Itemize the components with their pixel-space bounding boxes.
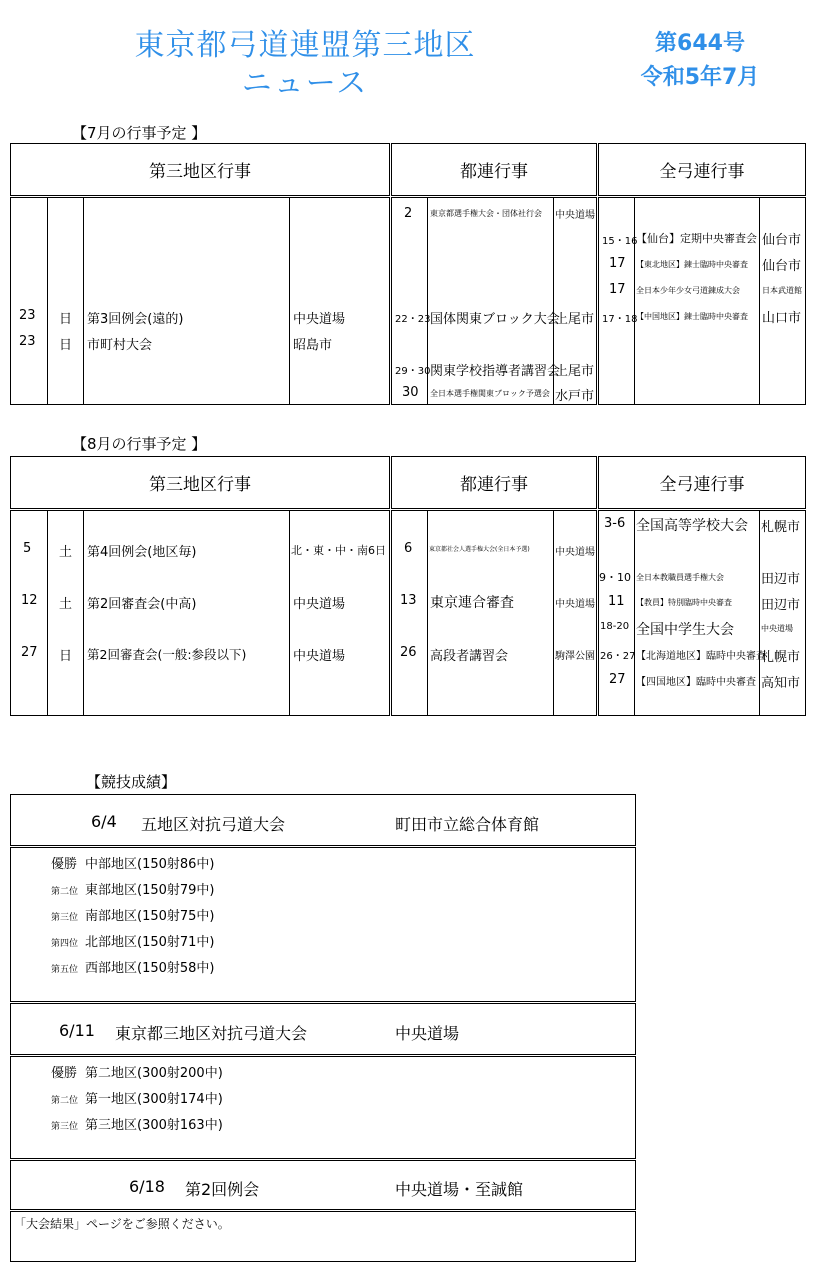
list-item: 第三位 南部地区(150射75中) [51,909,215,924]
result-event-header: 6/18 第2回例会 中央道場・至誠館 [10,1160,636,1210]
july-schedule-table [10,143,806,405]
results-heading: 【競技成績】 [86,773,177,791]
july-district-body: 23 日 第3回例会(遠的) 中央道場 23 日 市町村大会 昭島市 [10,197,390,405]
list-item: 第三位 第三地区(300射163中) [51,1118,223,1133]
results-table [10,794,636,1262]
list-item: 優勝 第二地区(300射200中) [51,1066,223,1081]
august-heading: 【8月の行事予定 】 [72,435,207,453]
august-district-header: 第三地区行事 [10,456,390,509]
july-district-header: 第三地区行事 [10,143,390,196]
result-event-header: 6/11 東京都三地区対抗弓道大会 中央道場 [10,1003,636,1055]
issue-date: 令和5年7月 [640,65,760,90]
list-item: 第二位 東部地区(150射79中) [51,883,215,898]
result-event-body [10,847,636,1002]
results-note: 「大会結果」ページをご参照ください。 [14,1217,230,1231]
list-item: 優勝 中部地区(150射86中) [51,857,215,872]
august-zenkyu-header: 全弓連行事 [598,456,806,509]
august-schedule-table [10,456,806,718]
july-toren-body: 2 東京都選手権大会・団体社行会 中央道場 22・23 国体関東ブロック大会 上尾市 29・30 関東学校指導者講習会 上尾市 30 全日本選手権関東ブロック予選会 水戸市 [391,197,597,405]
result-event-header: 6/4 五地区対抗弓道大会 町田市立総合体育館 [10,794,636,846]
july-toren-header: 都連行事 [391,143,597,196]
july-zenkyu-body: 15・16 【仙台】定期中央審査会 仙台市 17 【東北地区】錬士臨時中央審査 仙台市 17 全日本少年少女弓道錬成大会 日本武道館 17・18 【中国地区】錬士臨時中央審査 山口市 [598,197,806,405]
july-heading: 【7月の行事予定 】 [72,124,207,142]
list-item: 第四位 北部地区(150射71中) [51,935,215,950]
issue-number: 第644号 [655,31,745,56]
list-item: 第二位 第一地区(300射174中) [51,1092,223,1107]
result-event-body [10,1211,636,1262]
august-zenkyu-body: 3-6 全国高等学校大会 札幌市 9・10 全日本教職員選手権大会 田辺市 11 【教員】特別臨時中央審査 田辺市 18-20 全国中学生大会 中央道場 26・27 【北海道地区】臨時中央審査 札幌市 27 【四国地区】臨時中央審査 高知市 [598,510,806,716]
newsletter-subtitle: ニュース [241,66,369,101]
august-toren-header: 都連行事 [391,456,597,509]
list-item: 第五位 西部地区(150射58中) [51,961,215,976]
july-zenkyu-header: 全弓連行事 [598,143,806,196]
result-event-body [10,1056,636,1159]
august-toren-body: 6 東京都社会人選手権大会(全日本予選) 中央道場 13 東京連合審査 中央道場 26 高段者講習会 駒澤公園 [391,510,597,716]
newsletter-title: 東京都弓道連盟第三地区 [134,28,476,63]
august-district-body: 5 土 第4回例会(地区毎) 北・東・中・南6日 12 土 第2回審査会(中高) 中央道場 27 日 第2回審査会(一般:参段以下) 中央道場 [10,510,390,716]
